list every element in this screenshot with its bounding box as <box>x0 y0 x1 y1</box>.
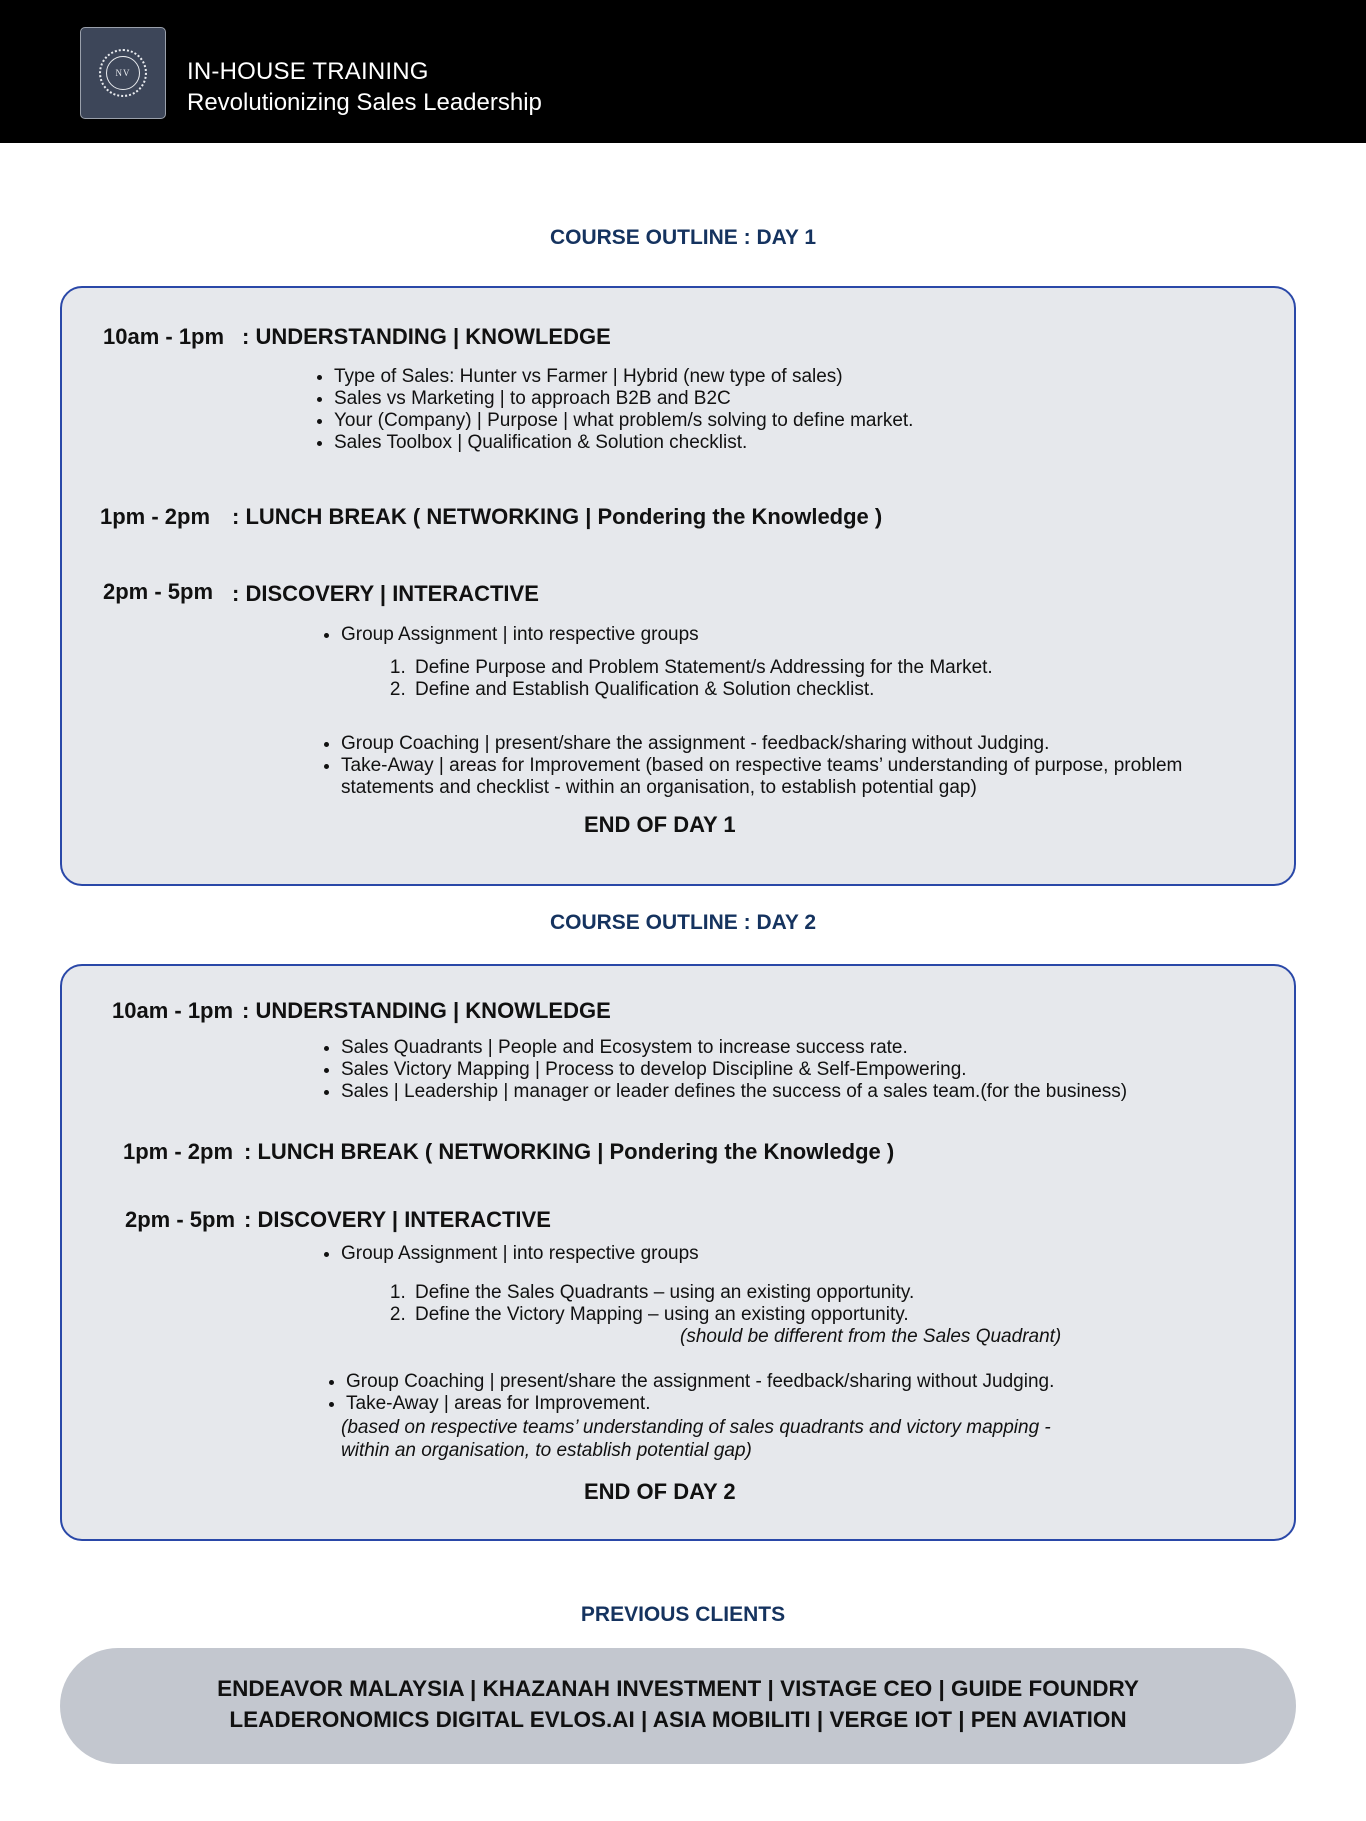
day1-takeaway-continuation: statements and checklist - within an organisation, to establish potential gap) <box>341 777 977 798</box>
day2-session3-heading: : DISCOVERY | INTERACTIVE <box>244 1207 551 1232</box>
day2-panel <box>60 964 1296 1541</box>
list-item: • Take-Away | areas for Improvement. <box>346 1393 1054 1415</box>
day1-session3-list <box>313 624 699 646</box>
list-item: • Your (Company) | Purpose | what problem/s solving to define market. <box>334 410 913 432</box>
list-item: 2. Define the Victory Mapping – using an existing opportunity. <box>411 1304 914 1326</box>
day2-session2-time: 1pm - 2pm <box>123 1139 234 1164</box>
day1-session2-time: 1pm - 2pm <box>100 504 211 529</box>
list-item: • Type of Sales: Hunter vs Farmer | Hybrid (new type of sales) <box>334 366 913 388</box>
clients-line-2: LEADERONOMICS DIGITAL EVLOS.AI | ASIA MOBILITI | VERGE IOT | PEN AVIATION <box>229 1707 1127 1732</box>
day2-session3-time: 2pm - 5pm <box>125 1207 236 1232</box>
day2-steps-list <box>389 1282 914 1326</box>
day1-session3-list2 <box>313 733 1182 777</box>
day2-session1-heading: : UNDERSTANDING | KNOWLEDGE <box>242 998 611 1023</box>
list-item: • Group Coaching | present/share the assignment - feedback/sharing without Judging. <box>341 733 1182 755</box>
list-item: • Sales Toolbox | Qualification & Solution checklist. <box>334 432 913 454</box>
day2-end: END OF DAY 2 <box>584 1479 736 1504</box>
day1-title: COURSE OUTLINE : DAY 1 <box>549 226 817 249</box>
list-item: 1. Define the Sales Quadrants – using an existing opportunity. <box>411 1282 914 1304</box>
logo-monogram: NV <box>115 68 131 78</box>
list-item: • Take-Away | areas for Improvement (based on respective teams’ understanding of purpose, problem <box>341 755 1182 777</box>
list-item: 1. Define Purpose and Problem Statement/s Addressing for the Market. <box>411 657 993 679</box>
clients-banner <box>60 1648 1296 1764</box>
company-logo <box>80 27 166 119</box>
clients-title: PREVIOUS CLIENTS <box>580 1603 786 1626</box>
list-item: • Sales | Leadership | manager or leader defines the success of a sales team.(for the business) <box>341 1081 1127 1103</box>
day1-session2-heading: : LUNCH BREAK ( NETWORKING | Pondering the Knowledge ) <box>232 504 883 529</box>
day1-panel <box>60 286 1296 886</box>
day2-title: COURSE OUTLINE : DAY 2 <box>549 911 817 934</box>
list-item: 2. Define and Establish Qualification & Solution checklist. <box>411 679 993 701</box>
day1-session3-time: 2pm - 5pm <box>103 579 214 604</box>
day1-session1-heading: : UNDERSTANDING | KNOWLEDGE <box>242 324 611 349</box>
day1-session3-heading: : DISCOVERY | INTERACTIVE <box>232 581 539 606</box>
list-item: • Sales vs Marketing | to approach B2B and B2C <box>334 388 913 410</box>
day1-end: END OF DAY 1 <box>584 812 736 837</box>
day1-session1-list <box>306 366 913 454</box>
day2-steps-note: (should be different from the Sales Quadrant) <box>680 1326 1062 1347</box>
day2-session2-heading: : LUNCH BREAK ( NETWORKING | Pondering the Knowledge ) <box>244 1139 895 1164</box>
day2-session1-time: 10am - 1pm <box>112 998 234 1023</box>
header-subtitle: Revolutionizing Sales Leadership <box>187 89 542 116</box>
day2-session1-list <box>313 1037 1127 1103</box>
list-item: • Group Assignment | into respective groups <box>341 1243 699 1265</box>
header-bar <box>0 0 1366 143</box>
list-item: • Group Assignment | into respective groups <box>341 624 699 646</box>
day2-session3-list2 <box>318 1371 1054 1415</box>
day2-takeaway-note-line1: (based on respective teams’ understanding of sales quadrants and victory mapping - <box>341 1417 1051 1438</box>
header-title: IN-HOUSE TRAINING <box>187 58 429 85</box>
logo-emblem-icon <box>99 49 147 97</box>
day2-takeaway-note-line2: within an organisation, to establish potential gap) <box>341 1440 752 1461</box>
clients-line-1: ENDEAVOR MALAYSIA | KHAZANAH INVESTMENT | VISTAGE CEO | GUIDE FOUNDRY <box>217 1676 1139 1701</box>
day1-steps-list <box>389 657 993 701</box>
day1-session1-time: 10am - 1pm <box>103 324 225 349</box>
list-item: • Sales Victory Mapping | Process to develop Discipline & Self-Empowering. <box>341 1059 1127 1081</box>
list-item: • Group Coaching | present/share the assignment - feedback/sharing without Judging. <box>346 1371 1054 1393</box>
list-item: • Sales Quadrants | People and Ecosystem to increase success rate. <box>341 1037 1127 1059</box>
day2-session3-list <box>313 1243 699 1265</box>
